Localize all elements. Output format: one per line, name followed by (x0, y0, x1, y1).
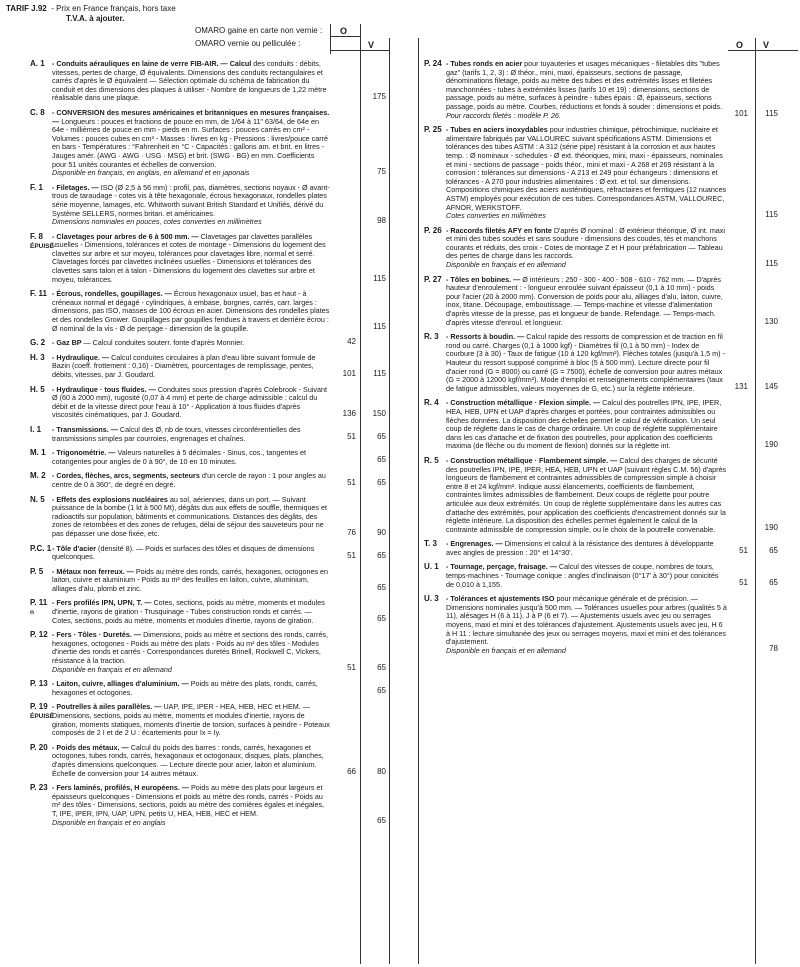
entry-description: Longueurs : pouces et fractions de pouce en mm, de 1/64 à 11" 63/64, de 64e en 64e - millièmes de pouce en mm - pieds en m. Surfaces : pouces carrés en cm² - Volumes : pouces cubes en cm³ - Masses : livres en kg - Pressions : livres/pouce carré en bars - Températures : °Fahrenheit en °C - Capacités : gallons am. et brit. en litres - Jauges amér. (AWG · AWG · USG · MSG) et brit. (SWG · BG) en mm. Coefficients pour 51 unités courantes et échelles de conversion. (52, 116, 329, 169)
catalog-entry (424, 562, 778, 589)
price-omaro-vernie: 65 (377, 614, 386, 624)
catalog-entry (30, 182, 386, 227)
price-omaro-carte: 51 (347, 550, 356, 560)
catalog-entry (30, 630, 386, 674)
catalog-entry (30, 289, 386, 333)
catalog-entry (30, 471, 386, 489)
catalog-entry (30, 679, 386, 697)
entry-code: F. 11 (30, 289, 47, 299)
entry-title: - Métaux non ferreux. — (52, 566, 136, 576)
right-column (424, 59, 778, 661)
catalog-entry (424, 125, 778, 221)
entry-code: P. 23 (30, 783, 48, 793)
col-v-header-left: V (368, 40, 375, 50)
entry-body (52, 496, 330, 539)
entry-title: - Tolérances et ajustements ISO (446, 594, 557, 604)
rule (330, 24, 331, 54)
entry-code: P. 20 (30, 742, 48, 752)
price-omaro-vernie: 115 (373, 273, 386, 283)
page-header: TARIF J.92 - Prix en France français, hors taxe T.V.A. à ajouter. (6, 4, 176, 23)
entry-title: - Ressorts à boudin. — (446, 332, 527, 342)
entry-description: Calcul des Ø, nb de tours, vitesses circonférentielles des transmissions simples par courroies, engrenages et chaînes. (52, 424, 301, 443)
price-omaro-vernie: 130 (764, 316, 778, 326)
price-omaro-vernie: 65 (377, 431, 386, 441)
entry-code: R. 5 (424, 455, 439, 465)
entry-code: R. 4 (424, 398, 439, 408)
entry-note: Dimensions nominales en pouces, cotes converties en millimètres (52, 217, 262, 227)
price-omaro-vernie: 115 (373, 322, 386, 332)
price-omaro-carte: 76 (347, 527, 356, 537)
entry-body (446, 595, 728, 655)
entry-body (52, 339, 330, 348)
entry-code: U. 1 (424, 562, 439, 572)
entry-body (446, 276, 728, 328)
price-omaro-carte: 101 (342, 368, 356, 378)
price-omaro-vernie: 145 (764, 382, 778, 392)
entry-title: - Fers profilés IPN, UPN, T. — (52, 598, 154, 608)
catalog-entry (30, 783, 386, 827)
catalog-entry (30, 598, 386, 625)
price-omaro-vernie: 190 (764, 440, 778, 450)
entry-body (446, 227, 728, 270)
entry-description: pour industries chimique, pétrochimique, nucléaire et alimentaire fabriqués par VALLOUREC suivant spécifications ASTM. Dimensions et tolérances des tubes ASTM : A 312 (série pipe) résistant à la corrosion et aux hautes temp. : Ø nominaux - schedules - Ø ext. théoriques, mini, maxi - épaisseurs, nominales et mini - sections de passage - poids théor., mini et maxi - A 268 et 269 résistant à la corrosion : tolérances sur dimensions - A 213 et 249 pour échangeurs : dimensions et tolérances - A 270 pour industries alimentaires : Ø ext. et tol. sur dimensions. Compositions chimiques des aciers austénitiques, réfractaires et ferritiques (12 nuances ASTM) employés pour exécution de ces tubes. Correspondances ASTM, VALLOUREC, AFNOR, WERKSTOFF. (446, 125, 727, 212)
price-omaro-carte: 51 (347, 663, 356, 673)
entry-description: Ø intérieurs : 250 - 300 - 400 - 508 - 610 - 762 mm. — D'après hauteur d'enroulement : - longueur enroulée suivant épaisseur (0,1 à 10 mm) - poids pour l'acier (20 à 2000 mm). Conversion de poids pour alu, alliages d'alu, laiton, cuivre, inox, titane. Découpage, emboutissage. — Temps-machine et vitesse d'alimentation d'après vitesse de la presse, pas et longueur de bande. Refendage. — Temps-mach. d'après vitesse d'enroul. et longueur. (446, 274, 723, 327)
catalog-entry (424, 59, 778, 120)
catalog-entry (30, 231, 386, 285)
catalog-entry (424, 594, 778, 655)
rule (389, 38, 390, 964)
price-omaro-vernie: 98 (377, 215, 386, 225)
entry-code: A. 1 (30, 59, 45, 68)
price-omaro-carte: 51 (347, 478, 356, 488)
rule (360, 24, 361, 964)
entry-code: C. 8 (30, 107, 45, 117)
catalog-entry (30, 107, 386, 178)
price-omaro-vernie: 115 (765, 258, 778, 268)
entry-body (446, 540, 728, 557)
entry-note: Disponible en français et en allemand (446, 645, 566, 655)
entry-description: Calcul des charges de sécurité des poutrelles IPN, IPE, IPER, HEA, HEB, UPN et UAP (suivant règles C.M. 56) d'après longueurs de flambement et contraintes admissibles de compression simple à choisir entre 8 et 24 kgf/mm². Indique aussi élancements, coefficients de flambement, contraintes limites admissibles de flambement. Deux coups de réglette pour poutre articulée aux deux extrémités. Un coup de réglette supplémentaire dans les autres cas d'attache des extrémités, pour application des coefficients d'encastrement donnés sur la réglette intérieure. La disposition des échelles permet également le calcul de la contrainte admissible de compression simple, ou le choix de la poutrelle convenable. (446, 455, 727, 534)
catalog-entry (30, 543, 386, 562)
entry-body (52, 109, 330, 178)
entry-body (52, 568, 330, 594)
entry-title: - Tôle d'acier (52, 543, 99, 553)
entry-note: Disponible en français et en allemand (52, 664, 172, 674)
left-column (30, 59, 386, 833)
catalog-entry (30, 742, 386, 778)
entry-body (446, 563, 728, 589)
entry-title: - Tubes ronds en acier (446, 59, 525, 68)
entry-body (52, 744, 330, 778)
price-omaro-vernie: 65 (769, 578, 778, 588)
entry-description: UAP, IPE, IPER - HEA, HEB, HEC et HEM. — Dimensions, sections, poids au mètre, moments et modules d'inertie, rayons de giration, moments statiques, moments d'inertie de torsion, surfaces à peindre - Poteaux composés de 2 I et de 2 U : écartements pour Ix = Iy. (52, 702, 330, 738)
entry-description: Dimensions, poids au mètre et sections des ronds, carrés, hexagones, octogones - Poids au mètre des plats - Poids au m² des tôles - Modules d'inertie des ronds et carrés - Correspondances duretés Brinell, Rockwell C, Vickers, résistance à la traction. (52, 630, 329, 666)
entry-body (52, 60, 330, 103)
entry-title: - Conduits aérauliques en laine de verre FIB-AIR. — Calcul (52, 59, 254, 68)
entry-body (52, 426, 330, 443)
entry-title: - Laiton, cuivre, alliages d'aluminium. — (52, 679, 191, 689)
catalog-entry (424, 274, 778, 328)
entry-body (52, 545, 330, 562)
price-omaro-vernie: 115 (765, 210, 778, 220)
price-omaro-vernie: 190 (764, 522, 778, 532)
price-omaro-carte: 131 (734, 382, 748, 392)
catalog-entry (30, 424, 386, 443)
entry-description: pour mécanique générale et de précision. — Dimensions nominales jusqu'à 500 mm. — Tolérances usuelles pour arbres (qualités 5 à 11), alésages H (6 à 11), J à P (6 et 7). — Ajustements usuels avec jeu ou serrages moyens, maxi et mini et des tolérances d'ajustement. Ajustements usuels avec jeu, H 6 à H 11 : lecture simultanée des jeux ou serrages moyens, maxi et mini et des tolérances d'ajustement. (446, 594, 727, 647)
catalog-entry (30, 384, 386, 420)
entry-description: Calcul des vitesses de coupe, nombres de tours, temps-machines - Tournage conique : angles d'inclinaison (0°17' à 30°) pour conicités de 0,010 à 1,155. (446, 562, 719, 589)
entry-description: des conduits : débits, vitesses, pertes de charge, Ø équivalents. Dimensions des conduits rectangulaires et carrés d'après le Ø équivalent — Sélection optimale du schéma de fabrication du conduit et des dimensions des plaques à utiliser - Nombre de longueurs de 1,22 mètre réalisable dans une plaque. (52, 59, 327, 103)
entry-code: P. 5 (30, 566, 44, 576)
entry-title: - Gaz BP (52, 338, 84, 348)
entry-description: (densité 8). — Poids et surfaces des tôles et disques de dimensions quelconques. (52, 543, 315, 562)
entry-code: I. 1 (30, 424, 42, 434)
rule (330, 36, 360, 37)
entry-title: - Tôles en bobines. — (446, 274, 523, 284)
price-omaro-carte: 42 (347, 337, 356, 347)
col-v-header-right: V (763, 40, 770, 50)
entry-note: Disponible en français et en anglais (52, 817, 166, 827)
entry-note: Disponible en français, en anglais, en allemand et en japonais (52, 168, 250, 178)
price-omaro-carte: 101 (734, 109, 748, 118)
entry-title: - Cordes, flèches, arcs, segments, secteurs (52, 471, 202, 481)
entry-note: Pour raccords filetés : modèle P. 26. (446, 110, 561, 120)
entry-title: - Transmissions. — (52, 424, 120, 434)
catalog-entry (30, 566, 386, 594)
entry-code: P. 25 (424, 125, 442, 135)
tva-note: T.V.A. à ajouter. (66, 14, 125, 23)
catalog-entry (30, 59, 386, 103)
entry-description: Poids au mètre des plats, ronds, carrés, hexagones et octogones. (52, 679, 318, 697)
entry-status: ÉPUISÉ (30, 242, 54, 250)
entry-description: pour tuyauteries et usages mécaniques - filetables dits "tubes gaz" (tarifs 1, 2, 3) : Ø théor., mini, maxi, épaisseurs, sections de passage, dénominations filetage, poids au mètre des tubes et des extrémités lisses et filetées manchonnées - tubes à extrémités lisses (tarifs 10 et 19) : dimensions, sections de passage, poids au mètre, surfaces à peindre - tubes épais : Ø, épaisseurs, sections passage, poids au mètre. Courbes, réductions et fonds à souder : dimensions et poids. (446, 59, 723, 111)
entry-body (52, 233, 330, 285)
entry-title: - Fers · Tôles · Duretés. — (52, 630, 144, 640)
entry-title: - Tubes en aciers inoxydables (446, 125, 550, 135)
entry-body (52, 386, 330, 420)
price-omaro-vernie: 65 (769, 546, 778, 556)
price-omaro-vernie: 150 (372, 408, 386, 418)
entry-body (446, 399, 728, 451)
price-omaro-vernie: 65 (377, 455, 386, 465)
catalog-entry (424, 225, 778, 270)
entry-description: Clavetages par clavettes parallèles usuelles - Dimensions, tolérances et cotes de montage - Dimensions du logement des clavettes sur arbre et sur moyeu, tolérances pour clavetages libre, normal et serré. Clavetages forcés par clavettes inclinées usuelles - Dimensions et tolérances des clavettes sans talon et à talon - Dimensions du logement des clavettes sur arbre et moyeu, tolérances. (52, 231, 326, 284)
omaro-vernie-label: OMARO vernie ou pelliculée : (195, 39, 301, 48)
entry-code: P. 26 (424, 225, 442, 235)
entry-code: G. 2 (30, 338, 46, 348)
entry-code: P. 27 (424, 274, 442, 284)
entry-note: Disponible en français et en allemand (446, 260, 566, 270)
entry-description: au sol, aériennes, dans un port. — Suivant puissance de la bombe (1 kt à 500 Mt), dégâts dus aux effets de souffle, thermiques et radioactifs sur population, bâtiments et communications. Distances des dégâts, des zones de retombées et des zones de refuges, délai de séjour des sauveteurs pour ne pas dépasser une dose fixée, etc. (52, 494, 328, 538)
entry-description: Écrous hexagonaux usuel, bas et haut - à créneaux normal et dégagé - cylindriques, à embase, borgnes, carrés, carr. larges : dimensions, pas ISO, masses de 100 écrous en acier. Dimensions des rondelles plates et des rondelles Grower. Goupillages par goupilles fendues à travers et derrière écrou : Ø nominal de la vis - Ø de perçage - dimension de la goupille. (52, 289, 330, 333)
price-omaro-vernie: 65 (377, 686, 386, 696)
price-omaro-vernie: 90 (377, 527, 386, 537)
entry-body (52, 472, 330, 489)
price-omaro-carte: 51 (347, 431, 356, 441)
entry-description: — Calcul conduites souterr. fonte d'après Monnier. (83, 338, 245, 348)
entry-code: P. 11 (30, 598, 48, 608)
price-omaro-carte: 66 (347, 766, 356, 776)
entry-code: P. 12 (30, 630, 48, 640)
catalog-entry (30, 337, 356, 348)
catalog-entry (424, 332, 778, 393)
entry-code: F. 8 (30, 231, 43, 241)
entry-body (52, 680, 330, 697)
entry-code: M. 2 (30, 471, 46, 481)
entry-title: - Écrous, rondelles, goupillages. — (52, 289, 174, 299)
entry-status: ÉPUISÉ (30, 713, 54, 721)
entry-code: N. 5 (30, 494, 45, 504)
entry-description: Valeurs naturelles à 5 décimales - Sinus, cos., tangentes et cotangentes pour angles de 0 à 90°, de 10 en 10 minutes. (52, 448, 306, 466)
entry-code: H. 3 (30, 352, 45, 362)
price-omaro-vernie: 75 (377, 166, 386, 176)
entry-description: ISO (Ø 2,5 à 56 mm) : profil, pas, diamètres, sections noyaux - Ø avant-trous de taraudage - cotes vis à tête hexagonale, écrous hexagonaux, rondelles plates série moyenne, lamages, etc. Whitworth suivant British Standard et Unifiés, dérivé du Système SELLERS, normes britan. et américaines. (52, 182, 330, 218)
entry-body (446, 126, 728, 221)
entry-body (52, 631, 330, 674)
price-omaro-vernie: 65 (377, 478, 386, 488)
price-omaro-carte: 51 (739, 546, 748, 556)
entry-body (52, 184, 330, 227)
entry-title: - Hydraulique · tous fluides. — (52, 384, 158, 394)
price-omaro-vernie: 65 (377, 816, 386, 826)
price-omaro-vernie: 65 (377, 582, 386, 592)
entry-description: Poids au mètre des plats pour largeurs et épaisseurs quelconques - Dimensions et poids au mètre des ronds, carrés - Poids au m² des tôles - Dimensions, sections, poids au mètre des cornières égales et inégales, T, IPE, IPER, IPN, UAP, UPN, petits U, HEA, HEB, HEC et HEM. (52, 783, 325, 818)
col-o-header-right: O (736, 40, 744, 50)
entry-body (52, 449, 330, 466)
entry-description: Calcul des poutrelles IPN, IPE, IPER, HEA, HEB, UPN et UAP d'après charges et portées, pour contraintes admissibles ou flèches données. La disposition des échelles permet le calcul de vérification. Un seul coup de réglette dans le cas de charge ordinaire. Un coup de réglette supplémentaire dans les cas d'attache et de fixation des poutrelles, pour application des coefficients maxima (de flèche ou du moment de flexion) donnés sur la réglette int. (446, 398, 722, 451)
entry-description: Calcul conduites circulaires à plan d'eau libre suivant formule de Bazin (coeff. frottement : 0,16) - Diamètres, pourcentages de remplissage, pentes, débits, vitesses, par J. Goudard. (52, 352, 316, 379)
omaro-carte-label: OMARO gaine en carte non vernie : (195, 26, 323, 35)
entry-status: n (30, 609, 34, 617)
entry-body (52, 784, 330, 827)
price-omaro-vernie: 115 (765, 109, 778, 118)
entry-description: Cotes, sections, poids au mètre, moments et modules d'inertie, rayons de giration - Trusquinage - Tubes construction ronds et carrés. — Cotes, sections, poids au mètre, moments et modules d'inertie, rayons de giration. (52, 598, 325, 625)
catalog-entry (30, 703, 330, 737)
entry-title: - Construction métallique · Flexion simple. — (446, 398, 603, 408)
entry-body (446, 457, 728, 534)
entry-code: T. 3 (424, 539, 437, 549)
entry-code: U. 3 (424, 594, 439, 604)
entry-description: Calcul du poids des barres : ronds, carrés, hexagones et octogones, tubes ronds, carrés, hexagonaux et octogonaux, disques, plats, planches, d'après dimensions quelconques. — Lecture directe pour acier, laiton et aluminium. Échelle de conversion pour 14 autres métaux. (52, 742, 324, 778)
entry-code: P. 24 (424, 59, 442, 68)
catalog-entry (424, 398, 778, 451)
catalog-entry (30, 352, 386, 380)
entry-body (52, 599, 330, 625)
entry-title: - Raccords filetés AFY en fonte (446, 225, 554, 235)
entry-code: R. 3 (424, 332, 439, 342)
entry-body (446, 333, 728, 393)
entry-body (446, 60, 728, 120)
price-omaro-vernie: 78 (769, 644, 778, 654)
entry-code: P.C. 1 (30, 543, 52, 553)
entry-code: P. 19 (30, 702, 48, 712)
catalog-entry (30, 494, 386, 539)
rule (418, 38, 419, 964)
price-omaro-vernie: 65 (377, 663, 386, 673)
entry-code: H. 5 (30, 384, 45, 394)
entry-description: Calcul rapide des ressorts de compression et de traction en fil rond ou carré. Charges (0,1 à 1000 kgf) - Diamètres fil (0,1 à 50 mm) - Index de courbure (3 à 30) - Taux de fatigue (10 à 120 kgf/mm²). Flèches totales (jusqu'à 1,5 m) - Hauteur du ressort supposé comprimé à bloc (5 à 500 mm). Lecture directe pour fil d'acier rond (G = 8000) ou carré (G = 7500), échelle de conversion pour autres métaux (G = 2000 à 12000 kgf/mm²). Mode d'emploi et renseignements complémentaires (taux de fatigue admissibles, valeurs moyennes de G, etc.) sur la réglette intérieure. (446, 332, 725, 393)
entry-title: - Fers laminés, profilés, H européens. — (52, 783, 191, 793)
entry-title: - Trigonométrie. — (52, 448, 118, 458)
price-omaro-carte: 136 (342, 408, 356, 418)
rule (728, 50, 798, 51)
entry-body (52, 290, 330, 333)
entry-code: F. 1 (30, 182, 43, 192)
entry-description: d'un cercle de rayon : 1 pour angles au centre de 0 à 360°, de degré en degré. (52, 471, 326, 489)
entry-title: - Tournage, perçage, fraisage. — (446, 562, 559, 572)
catalog-entry (424, 539, 778, 557)
entry-description: D'après Ø nominal : Ø extérieur théorique, Ø int. maxi et mini des tubes soudés et sans soudure - dimensions des coudes, tés et manchons courants et réduits, des croix - Cotes de montage Z et H pour préfabrication — Tableau des pertes de charge dans les raccords. (446, 225, 725, 261)
entry-description: Poids au mètre des ronds, carrés, hexagones, octogones en laiton, cuivre et aluminium - Poids au m² des feuilles en laiton, cuivre, aluminium, alliages d'alu, plomb et zinc. (52, 566, 329, 593)
entry-body (52, 354, 330, 380)
price-omaro-vernie: 80 (377, 766, 386, 776)
catalog-entry (424, 455, 778, 534)
entry-title: - Engrenages. — (446, 539, 505, 549)
entry-description: Dimensions et calcul à la résistance des dentures à développante avec angles de pression : 20° et 14°30'. (446, 539, 714, 557)
entry-title: - Clavetages pour arbres de 6 à 500 mm. — (52, 231, 201, 241)
entry-body (52, 703, 330, 737)
rule (755, 38, 756, 964)
price-omaro-vernie: 65 (377, 550, 386, 560)
catalog-entry (30, 448, 386, 466)
entry-title: - Poutrelles à ailes parallèles. — (52, 702, 164, 712)
price-omaro-vernie: 115 (373, 368, 386, 378)
entry-code: M. 1 (30, 448, 46, 458)
col-o-header-left: O (340, 26, 348, 36)
entry-title: - Hydraulique. — (52, 352, 112, 362)
entry-description: Conduites sous pression d'après Colebrook - Suivant Ø (60 à 2000 mm), rugosité (0,07 à 4 mm) et perte de charge admissible : calcul du débit et de la vitesse direct pour l'eau à 10° - Application à tous fluides d'après viscosités cinématiques, par J. Goudard. (52, 384, 328, 420)
entry-code: P. 13 (30, 679, 48, 689)
entry-title: - Effets des explosions nucléaires (52, 494, 170, 504)
entry-title: - Poids des métaux. — (52, 742, 131, 752)
entry-note: Cotes converties en millimètres (446, 211, 546, 221)
entry-title: - CONVERSION des mesures américaines et britanniques en mesures françaises. — (52, 107, 330, 126)
price-omaro-vernie: 175 (372, 92, 386, 101)
entry-title: - Construction métallique · Flambement simple. — (446, 455, 620, 465)
entry-title: - Filetages. — (52, 182, 101, 192)
prices-note: Prix en France français, hors taxe (56, 4, 176, 13)
price-omaro-carte: 51 (739, 578, 748, 588)
tarif-label: TARIF J.92 (6, 4, 47, 13)
